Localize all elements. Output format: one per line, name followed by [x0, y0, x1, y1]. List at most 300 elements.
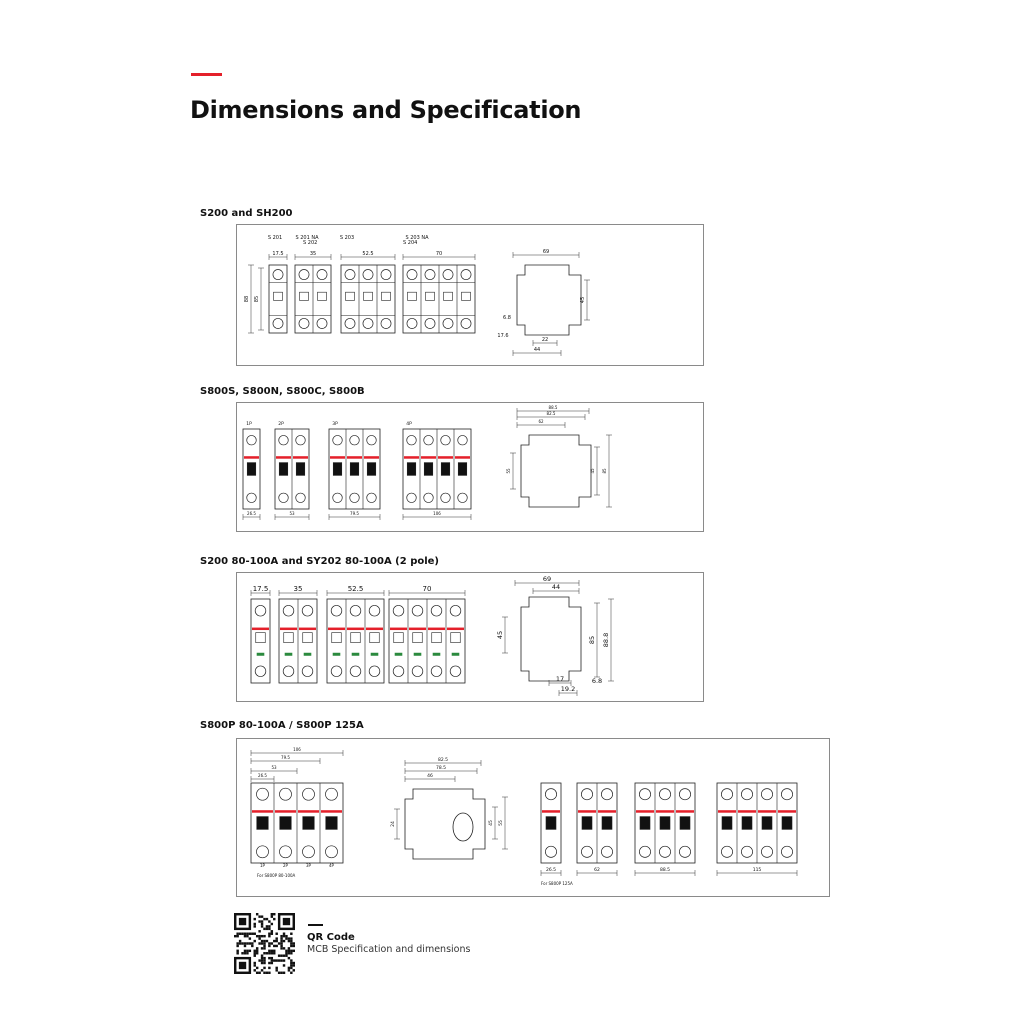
qr-module [283, 972, 285, 974]
qr-module [283, 933, 285, 935]
qr-module [263, 940, 265, 942]
side-profile [521, 435, 591, 507]
qr-module [278, 959, 280, 961]
qr-module [280, 947, 282, 949]
model-label: S 203 [339, 235, 355, 241]
qr-module [290, 940, 292, 942]
dimension-label: 70 [422, 585, 432, 593]
dimension-label: 82.5 [546, 411, 556, 416]
qr-module [261, 942, 263, 944]
qr-module [288, 940, 290, 942]
toggle-handle [742, 817, 752, 830]
qr-module [254, 969, 256, 971]
toggle-handle [279, 463, 288, 476]
qr-module [273, 952, 275, 954]
qr-module [275, 933, 277, 935]
red-stripe [328, 628, 345, 631]
toggle-handle [432, 633, 442, 643]
dimension-label: 88.5 [548, 405, 558, 410]
status-indicator [352, 653, 360, 656]
toggle-handle [280, 817, 292, 830]
dimension-label: 88 [244, 295, 250, 303]
qr-module [261, 915, 263, 917]
qr-module [256, 913, 258, 915]
qr-module [273, 959, 275, 961]
qr-module [236, 933, 238, 935]
qr-module [275, 959, 277, 961]
qr-module [268, 950, 270, 952]
qr-module [266, 972, 268, 974]
qr-module [266, 940, 268, 942]
qr-module [271, 915, 273, 917]
qr-module [241, 933, 243, 935]
qr-module [273, 940, 275, 942]
model-label: S 202 [303, 240, 318, 246]
red-stripe [447, 628, 464, 631]
toggle-handle [394, 633, 404, 643]
red-stripe [758, 810, 776, 813]
toggle-handle [332, 633, 342, 643]
qr-finder [283, 918, 290, 925]
qr-module [244, 933, 246, 935]
qr-module [290, 964, 292, 966]
toggle-handle [333, 463, 342, 476]
qr-module [293, 969, 295, 971]
dimension-label: 44 [533, 347, 541, 353]
toggle-handle [274, 292, 283, 300]
qr-module [258, 915, 260, 917]
qr-module [244, 945, 246, 947]
qr-module [275, 940, 277, 942]
toggle-handle [257, 817, 269, 830]
pole-label: 4P [329, 863, 334, 868]
toggle-handle [303, 633, 313, 643]
red-stripe [321, 810, 342, 813]
qr-module [263, 947, 265, 949]
red-stripe [656, 810, 674, 813]
qr-module [256, 950, 258, 952]
qr-module [256, 952, 258, 954]
toggle-handle [444, 292, 453, 300]
qr-subtitle: MCB Specification and dimensions [307, 944, 471, 955]
toggle-handle [451, 633, 461, 643]
qr-module [271, 930, 273, 932]
dimension-label: 17.5 [272, 251, 284, 257]
toggle-handle [660, 817, 670, 830]
qr-module [261, 923, 263, 925]
qr-module [271, 933, 273, 935]
toggle-handle [300, 292, 309, 300]
red-stripe [778, 810, 796, 813]
red-stripe [421, 456, 436, 459]
dimension-label: 26.5 [247, 511, 256, 516]
qr-module [249, 933, 251, 935]
qr-code-image[interactable] [234, 913, 295, 974]
qr-module [254, 952, 256, 954]
toggle-handle [326, 817, 338, 830]
qr-module [258, 937, 260, 939]
status-indicator [371, 653, 379, 656]
qr-module [261, 940, 263, 942]
dimension-label: 62 [594, 868, 600, 873]
dimension-label: 17.5 [252, 585, 269, 593]
red-stripe [676, 810, 694, 813]
qr-module [280, 937, 282, 939]
qr-module [241, 952, 243, 954]
red-stripe [299, 628, 316, 631]
toggle-handle [582, 817, 592, 830]
qr-module [251, 933, 253, 935]
qr-module [261, 935, 263, 937]
qr-module [290, 933, 292, 935]
qr-module [271, 957, 273, 959]
qr-module [246, 933, 248, 935]
qr-module [290, 967, 292, 969]
qr-module [271, 952, 273, 954]
qr-module [268, 962, 270, 964]
qr-module [249, 937, 251, 939]
qr-module [271, 913, 273, 915]
dimension-label: 52.5 [362, 251, 374, 257]
model-label: S 201 [267, 235, 283, 241]
qr-module [271, 962, 273, 964]
red-stripe [366, 628, 383, 631]
red-stripe [404, 456, 419, 459]
qr-title: QR Code [307, 932, 355, 943]
qr-module [288, 957, 290, 959]
diagram-panel-s800 [236, 402, 704, 532]
qr-module [268, 935, 270, 937]
side-profile [521, 597, 581, 681]
side-profile [517, 265, 581, 335]
dimension-label: 85 [254, 295, 260, 303]
qr-module [254, 933, 256, 935]
red-stripe [738, 810, 756, 813]
qr-module [268, 920, 270, 922]
qr-module [266, 952, 268, 954]
qr-module [263, 942, 265, 944]
dimension-label: 55 [499, 820, 504, 826]
page-title: Dimensions and Specification [190, 96, 582, 124]
toggle-handle [424, 463, 433, 476]
qr-module [249, 950, 251, 952]
dimension-label: 45 [580, 296, 586, 304]
qr-module [258, 959, 260, 961]
red-stripe [542, 810, 560, 813]
qr-module [268, 925, 270, 927]
toggle-handle [382, 292, 391, 300]
qr-module [258, 930, 260, 932]
section-label-s200: S200 and SH200 [200, 208, 293, 219]
status-indicator [285, 653, 293, 656]
qr-module [241, 942, 243, 944]
qr-module [288, 937, 290, 939]
qr-module [244, 942, 246, 944]
toggle-handle [426, 292, 435, 300]
qr-module [293, 962, 295, 964]
pole-label: 2P [278, 422, 284, 427]
qr-module [261, 959, 263, 961]
red-stripe [718, 810, 736, 813]
qr-module [288, 947, 290, 949]
qr-module [290, 972, 292, 974]
dimension-label: 53 [289, 511, 295, 516]
dimension-label: 44 [551, 583, 561, 591]
dimension-label: 52.5 [347, 585, 364, 593]
qr-module [261, 954, 263, 956]
dimension-label: 85 [602, 468, 607, 474]
dimension-label: 79.5 [281, 755, 290, 760]
qr-module [288, 952, 290, 954]
status-indicator [304, 653, 312, 656]
qr-module [263, 928, 265, 930]
toggle-handle [640, 817, 650, 830]
red-stripe [390, 628, 407, 631]
qr-module [256, 972, 258, 974]
dimension-label: 35 [309, 251, 317, 257]
dimension-label: 55 [506, 468, 511, 474]
toggle-handle [680, 817, 690, 830]
toggle-handle [296, 463, 305, 476]
qr-module [293, 964, 295, 966]
qr-module [256, 935, 258, 937]
qr-module [290, 942, 292, 944]
qr-module [278, 942, 280, 944]
red-stripe [438, 456, 453, 459]
qr-module [293, 950, 295, 952]
qr-module [263, 952, 265, 954]
dimension-label: 69 [542, 249, 550, 255]
qr-module [293, 945, 295, 947]
qr-module [268, 928, 270, 930]
s800p-dimension-drawing [237, 739, 829, 896]
qr-module [271, 950, 273, 952]
dimension-label: 69 [542, 575, 552, 583]
qr-module [268, 933, 270, 935]
qr-module [268, 957, 270, 959]
qr-module [283, 940, 285, 942]
dimension-label: 79.5 [350, 511, 359, 516]
qr-module [251, 945, 253, 947]
qr-module [273, 913, 275, 915]
s200-80-dimension-drawing [237, 573, 703, 701]
toggle-handle [256, 633, 266, 643]
dimension-label: 26.5 [545, 868, 557, 873]
toggle-handle [370, 633, 380, 643]
red-stripe [293, 456, 308, 459]
title-accent-bar [191, 73, 222, 76]
qr-module [280, 935, 282, 937]
toggle-handle [346, 292, 355, 300]
dimension-label: 70 [435, 251, 443, 257]
qr-finder [239, 962, 246, 969]
dimension-label: 6.8 [591, 677, 603, 685]
qr-module [254, 950, 256, 952]
red-stripe [428, 628, 445, 631]
pole-label: 3P [306, 863, 311, 868]
qr-module [244, 950, 246, 952]
toggle-handle [441, 463, 450, 476]
toggle-handle [367, 463, 376, 476]
dimension-label: 62 [538, 419, 544, 424]
toggle-handle [351, 633, 361, 643]
qr-module [285, 954, 287, 956]
toggle-handle [782, 817, 792, 830]
status-indicator [452, 653, 460, 656]
red-stripe [276, 456, 291, 459]
qr-module [280, 945, 282, 947]
dimension-label: 24 [391, 821, 396, 827]
model-label: S 204 [403, 240, 418, 246]
qr-module [275, 969, 277, 971]
toggle-handle [364, 292, 373, 300]
dimension-label: 6.8 [503, 315, 511, 321]
toggle-handle [762, 817, 772, 830]
qr-module [254, 954, 256, 956]
qr-module [283, 947, 285, 949]
qr-module [263, 957, 265, 959]
section-label-s800: S800S, S800N, S800C, S800B [200, 386, 365, 397]
toggle-handle [284, 633, 294, 643]
dimension-label: 35 [293, 585, 303, 593]
qr-module [251, 942, 253, 944]
qr-module [234, 935, 236, 937]
qr-module [290, 952, 292, 954]
qr-module [236, 952, 238, 954]
red-stripe [330, 456, 345, 459]
qr-module [244, 935, 246, 937]
diagram-panel-s200-80 [236, 572, 704, 702]
red-stripe [598, 810, 616, 813]
qr-module [271, 959, 273, 961]
toggle-handle [408, 292, 417, 300]
qr-module [246, 942, 248, 944]
qr-module [280, 972, 282, 974]
qr-module [273, 918, 275, 920]
toggle-handle [546, 817, 556, 830]
red-stripe [347, 628, 364, 631]
qr-module [280, 940, 282, 942]
red-stripe [636, 810, 654, 813]
qr-module [263, 935, 265, 937]
dimension-label: 22 [541, 337, 549, 343]
qr-module [283, 959, 285, 961]
qr-module [236, 945, 238, 947]
status-indicator [395, 653, 403, 656]
caption: For S800P 80-100A [257, 873, 296, 878]
qr-module [288, 969, 290, 971]
qr-module [261, 925, 263, 927]
red-stripe [347, 456, 362, 459]
qr-module [271, 923, 273, 925]
qr-module [278, 954, 280, 956]
status-indicator [257, 653, 265, 656]
red-stripe [252, 810, 273, 813]
pole-label: 1P [246, 422, 252, 427]
dimension-label: 106 [433, 511, 441, 516]
pole-label: 4P [406, 422, 412, 427]
qr-module [254, 918, 256, 920]
dimension-label: 19.2 [560, 685, 576, 693]
red-stripe [275, 810, 296, 813]
toggle-handle [462, 292, 471, 300]
diagram-panel-s200 [236, 224, 704, 366]
qr-module [280, 959, 282, 961]
qr-module [266, 928, 268, 930]
red-stripe [409, 628, 426, 631]
status-indicator [414, 653, 422, 656]
qr-module [290, 945, 292, 947]
qr-module [280, 942, 282, 944]
toggle-handle [722, 817, 732, 830]
qr-module [254, 964, 256, 966]
qr-module [288, 950, 290, 952]
s200-dimension-drawing [237, 225, 703, 365]
qr-module [254, 923, 256, 925]
dimension-label: 45 [496, 630, 504, 640]
toggle-handle [350, 463, 359, 476]
qr-module [273, 945, 275, 947]
qr-module [239, 942, 241, 944]
qr-module [261, 957, 263, 959]
qr-module [254, 940, 256, 942]
qr-module [263, 962, 265, 964]
qr-module [236, 935, 238, 937]
qr-module [280, 954, 282, 956]
qr-module [288, 967, 290, 969]
qr-module [258, 972, 260, 974]
qr-module [290, 950, 292, 952]
status-indicator [433, 653, 441, 656]
red-stripe [280, 628, 297, 631]
qr-module [290, 937, 292, 939]
dimension-label: 53 [271, 765, 277, 770]
dimension-label: 17 [555, 675, 565, 683]
dimension-label: 45 [489, 820, 494, 826]
qr-module [285, 950, 287, 952]
qr-module [236, 942, 238, 944]
dimension-label: 78.5 [435, 766, 447, 771]
section-label-s200-80: S200 80-100A and SY202 80-100A (2 pole) [200, 556, 440, 567]
qr-module [256, 947, 258, 949]
section-label-s800p: S800P 80-100A / S800P 125A [200, 720, 364, 731]
qr-module [278, 972, 280, 974]
qr-module [263, 967, 265, 969]
dimension-label: 26.5 [258, 773, 267, 778]
qr-module [285, 937, 287, 939]
qr-module [239, 940, 241, 942]
qr-module [266, 925, 268, 927]
qr-module [244, 952, 246, 954]
qr-module [246, 950, 248, 952]
qr-module [258, 942, 260, 944]
qr-module [263, 959, 265, 961]
qr-module [239, 933, 241, 935]
dimension-label: 17.6 [497, 333, 509, 339]
qr-module [290, 962, 292, 964]
qr-module [254, 925, 256, 927]
qr-module [290, 959, 292, 961]
qr-module [261, 962, 263, 964]
qr-module [275, 967, 277, 969]
dimension-label: 82.5 [437, 758, 449, 763]
red-stripe [298, 810, 319, 813]
qr-module [273, 950, 275, 952]
s800-dimension-drawing [237, 403, 703, 531]
red-stripe [252, 628, 269, 631]
toggle-handle [247, 463, 256, 476]
qr-module [249, 942, 251, 944]
